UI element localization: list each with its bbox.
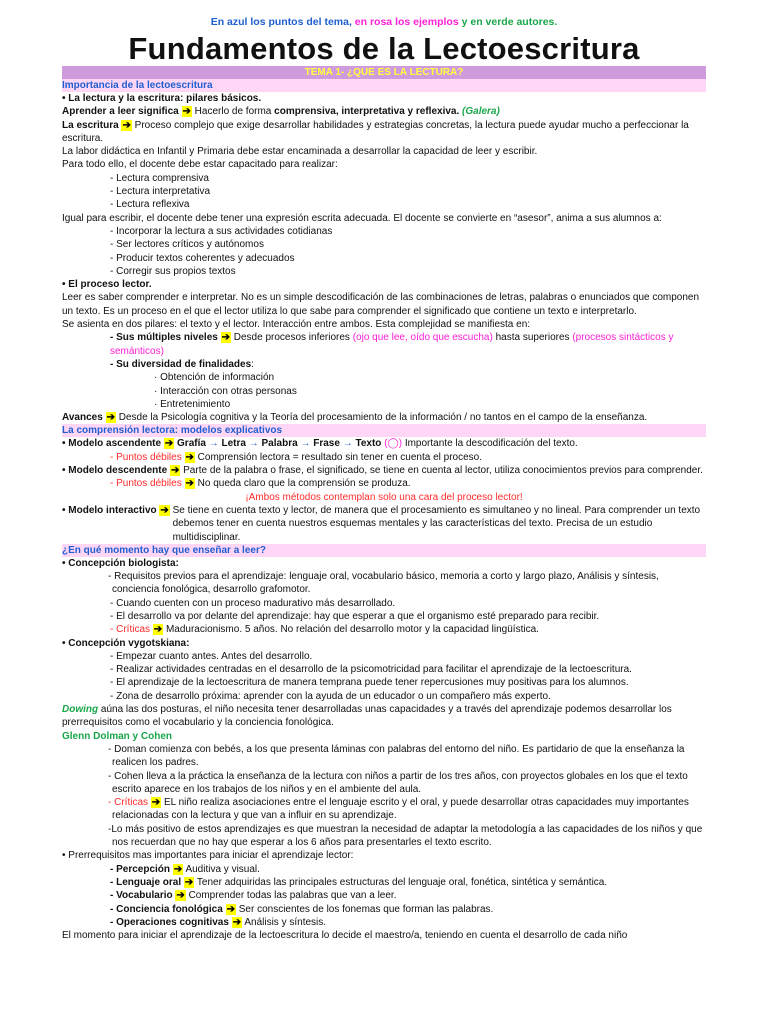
item-conciencia-fonologica: [62, 903, 706, 916]
list-item: - Cohen lleva a la práctica la enseñanza de la lectura con niños a partir de los tres años, con proyectos globales en los que el texto escrito aparece en los trabajos de los niños y en el ambiente del aula.: [108, 770, 688, 795]
step-letra: Letra: [221, 438, 246, 450]
line-labor: La labor didáctica en Infantil y Primaria debe estar encaminada a desarrollar la capacidad de leer y escribir.: [62, 146, 538, 158]
text-prerrequisito: Tener adquiridas las principales estructuras del lenguaje oral, fonética, sintética y semántica.: [196, 876, 608, 888]
text-dowing: aúna las dos posturas, el niño necesita tener desarrolladas unas capacidades y a través del aprendizaje podemos desarrollar los prerrequisitos como el vocabulario y la conciencia fonológica.: [62, 704, 672, 729]
author-glenn-dolman-cohen: Glenn Dolman y Cohen: [62, 730, 173, 742]
term-prerrequisito: - Conciencia fonológica: [110, 903, 223, 915]
list-item: · Obtención de información: [154, 372, 275, 384]
term-prerrequisito: - Operaciones cognitivas: [110, 916, 229, 928]
color-legend: [62, 0, 706, 30]
list-item: · Interacción con otras personas: [154, 385, 297, 397]
term-descendente: • Modelo descendente: [62, 465, 168, 477]
arrow-right-icon: ➔: [226, 903, 235, 915]
arrow-right-icon: ➔: [182, 106, 191, 118]
arrow-right-icon: ➔: [170, 465, 180, 477]
item-diversidad: [62, 358, 706, 371]
text-hacerlo: Hacerlo de forma: [194, 106, 272, 118]
text-interactivo: Se tiene en cuenta texto y lector, de manera que el procesamiento es simultaneo y no lineal. Para comprender un texto debemos tener en cuenta nuestros esquemas mentales y las características del texto. Precisa de un estudio multidisciplinar.: [172, 504, 701, 543]
term-ascendente: • Modelo ascendente: [62, 438, 162, 450]
section-heading-importancia: Importancia de la lectoescritura: [62, 79, 706, 92]
line-aprender-leer: [62, 105, 706, 118]
bullet-biologista: • Concepción biologista:: [62, 557, 179, 569]
line-pilares: Se asienta en dos pilares: el texto y el lector. Interacción entre ambos. Esta complejidad se manifiesta en:: [62, 319, 531, 331]
line-avances: [62, 411, 706, 424]
text-niveles: Desde procesos inferiores: [233, 332, 350, 344]
arrow-right-icon: ➔: [184, 876, 194, 888]
example-sintacticos: (procesos sintácticos y semánticos): [110, 332, 674, 357]
text-descendente: Parte de la palabra o frase, el significado, se tiene en cuenta al lector, utiliza conocimientos previos para comprender.: [183, 465, 703, 477]
arrow-right-icon: ➔: [185, 478, 194, 490]
arrow-right-icon: →: [342, 438, 353, 450]
bullet-proceso-lector: • El proceso lector.: [62, 279, 152, 291]
paragraph-leer: Leer es saber comprender e interpretar. No es un simple descodificación de las combinaciones de letras, palabras o enunciados que componen un texto. Es un proceso en el que el lector utiliza lo que sabe para comprender el significado que contiene un texto e interpretarlo.: [62, 292, 700, 317]
list-item: - Doman comienza con bebés, a los que presenta láminas con palabras del entorno del niño. Es partidario de que la enseñanza la realicen los padres.: [108, 743, 685, 769]
arrow-right-icon: ➔: [106, 412, 115, 424]
term-niveles: - Sus múltiples niveles: [110, 332, 218, 344]
line-escritura: [62, 119, 706, 146]
text-criticas: EL niño realiza asociaciones entre el lenguaje escrito y el oral, y puede desarrollar otras capacidades muy importantes relacionadas con la lectura y que van a influir en su aprendizaje.: [112, 797, 689, 822]
list-item: - Incorporar la lectura a sus actividades cotidianas: [110, 225, 333, 237]
arrow-right-icon: ➔: [160, 504, 169, 516]
bullet-prerrequisitos: • Prerrequisitos mas importantes para iniciar el aprendizaje lector:: [62, 850, 354, 862]
arrow-right-icon: ➔: [176, 890, 185, 902]
legend-pink: en rosa los ejemplos: [354, 16, 459, 28]
item-multiples-niveles: [62, 331, 706, 358]
item-modelo-ascendente: [62, 437, 706, 450]
text-ascendente: Importante la descodificación del texto.: [404, 438, 578, 450]
item-modelo-descendente: [62, 464, 706, 477]
term-interactivo: • Modelo interactivo: [62, 504, 157, 516]
list-item: - Ser lectores críticos y autónomos: [110, 239, 264, 251]
list-item: - Cuando cuenten con un proceso madurativo más desarrollado.: [110, 597, 396, 609]
colon: :: [251, 358, 254, 370]
note-ambos-metodos: ¡Ambos métodos contemplan solo una cara del proceso lector!: [245, 491, 523, 503]
arrow-right-icon: ➔: [232, 916, 242, 928]
item-puntos-debiles-2: [62, 477, 706, 490]
list-item: - Producir textos coherentes y adecuados: [110, 252, 295, 264]
term-avances: Avances: [62, 412, 103, 424]
item-criticas-1: [62, 623, 706, 636]
label-puntos-debiles: - Puntos débiles: [110, 451, 182, 463]
arrow-right-icon: ➔: [221, 332, 230, 344]
arrow-right-icon: ➔: [185, 451, 194, 463]
circle-icon: (◯): [384, 438, 403, 450]
item-criticas-2: [62, 796, 706, 823]
bullet-pilares: • La lectura y la escritura: pilares básicos.: [62, 93, 262, 104]
term-escritura: La escritura: [62, 119, 119, 131]
author-galera: (Galera): [462, 106, 500, 118]
author-dowing: Dowing: [62, 704, 99, 716]
section-heading-momento: ¿En qué momento hay que enseñar a leer?: [62, 544, 706, 557]
section-heading-comprension: La comprensión lectora: modelos explicativos: [62, 424, 706, 437]
line-para-todo: Para todo ello, el docente debe estar capacitado para realizar:: [62, 159, 338, 171]
term-diversidad: - Su diversidad de finalidades: [110, 358, 252, 370]
list-item: - Lectura reflexiva: [110, 199, 190, 211]
label-puntos-debiles: - Puntos débiles: [110, 478, 182, 490]
text-avances: Desde la Psicología cognitiva y la Teoría del procesamiento de la información / no tantos en el campo de la enseñanza.: [118, 412, 648, 424]
step-texto: Texto: [355, 438, 382, 450]
list-item: -Lo más positivo de estos aprendizajes es que muestran la necesidad de adaptar la metodología a las capacidades de los niños y que nos recuerdan que no hay que esperar a los 6 años para presentarles el texto escrito.: [108, 823, 703, 849]
term-prerrequisito: - Percepción: [110, 863, 171, 875]
list-item: - El aprendizaje de la lectoescritura de manera temprana puede tener repercusiones muy positivas para los alumnos.: [110, 677, 629, 689]
text-prerrequisito: Auditiva y visual.: [185, 863, 260, 875]
text-puntos-debiles: Comprensión lectora = resultado sin tener en cuenta el proceso.: [197, 451, 483, 463]
list-item: - Realizar actividades centradas en el desarrollo de la psicomotricidad para facilitar el aprendizaje de la lectoescritura.: [110, 664, 632, 676]
list-item: - Zona de desarrollo próxima: aprender con la ayuda de un educador o un compañero más experto.: [110, 690, 551, 702]
legend-blue: En azul los puntos del tema,: [210, 16, 352, 28]
topic-banner: TEMA 1- ¿QUE ES LA LECTURA?: [62, 66, 706, 79]
arrow-right-icon: ➔: [153, 624, 163, 636]
item-modelo-interactivo: [62, 504, 706, 544]
label-criticas: - Críticas: [108, 797, 148, 809]
list-item: - Lectura interpretativa: [110, 186, 211, 198]
list-item: - El desarrollo va por delante del aprendizaje: hay que esperar a que el organismo esté preparado para recibir.: [110, 610, 600, 622]
text-escritura: Proceso complejo que exige desarrollar habilidades y estrategias concretas, la lectura puede ayudar mucho a perfeccionar la escritura.: [62, 119, 689, 144]
arrow-right-icon: ➔: [164, 438, 174, 450]
item-puntos-debiles-1: [62, 451, 706, 464]
item-lenguaje-oral: [62, 876, 706, 889]
arrow-right-icon: →: [208, 438, 219, 450]
legend-and: y: [461, 16, 468, 28]
example-ojo: (ojo que lee, oído que escucha): [352, 332, 493, 344]
label-criticas: - Críticas: [110, 624, 150, 636]
item-vocabulario: [62, 889, 706, 902]
term-prerrequisito: - Lenguaje oral: [110, 876, 182, 888]
arrow-right-icon: ➔: [122, 119, 131, 131]
legend-green: en verde autores.: [470, 16, 558, 28]
list-item: - Corregir sus propios textos: [110, 265, 236, 277]
list-item: · Entretenimiento: [154, 398, 231, 410]
text-puntos-debiles: No queda claro que la comprensión se produza.: [197, 478, 411, 490]
step-palabra: Palabra: [261, 438, 298, 450]
term-aprender-leer: Aprender a leer significa: [62, 106, 179, 118]
text-prerrequisito: Comprender todas las palabras que van a leer.: [188, 890, 397, 902]
text-criticas: Maduracionismo. 5 años. No relación del desarrollo motor y la capacidad lingüística.: [165, 624, 539, 636]
arrow-right-icon: →: [300, 438, 311, 450]
line-final: El momento para iniciar el aprendizaje de la lectoescritura lo decide el maestro/a, teniendo en cuenta el desarrollo de cada niño: [62, 930, 628, 942]
line-igual-escribir: Igual para escribir, el docente debe tener una expresión escrita adecuada. El docente se convierte en “asesor”, anima a sus alumnos a:: [62, 212, 662, 224]
bullet-vygotskiana: • Concepción vygotskiana:: [62, 637, 190, 649]
page-title: Fundamentos de la Lectoescritura: [128, 31, 640, 66]
text-comprensiva: comprensiva, interpretativa y reflexiva.: [274, 106, 460, 118]
text-prerrequisito: Análisis y síntesis.: [244, 916, 327, 928]
paragraph-dowing: [62, 703, 706, 730]
list-item: - Requisitos previos para el aprendizaje: lenguaje oral, vocabulario básico, memoria a corto y largo plazo, Análisis y síntesis, conciencia fonológica, desarrollo grafomotor.: [108, 571, 659, 596]
term-prerrequisito: - Vocabulario: [110, 890, 173, 902]
item-operaciones-cognitivas: [62, 916, 706, 929]
arrow-right-icon: →: [248, 438, 259, 450]
arrow-right-icon: ➔: [151, 797, 161, 809]
text-superiores: hasta superiores: [495, 332, 570, 344]
step-grafia: Grafía: [177, 438, 206, 450]
list-item: - Lectura comprensiva: [110, 172, 209, 184]
list-item: - Empezar cuanto antes. Antes del desarrollo.: [110, 650, 313, 662]
label-interactivo: [62, 504, 173, 544]
text-prerrequisito: Ser conscientes de los fonemas que forman las palabras.: [238, 903, 494, 915]
step-frase: Frase: [313, 438, 340, 450]
arrow-right-icon: ➔: [173, 863, 183, 875]
item-percepcion: [62, 863, 706, 876]
